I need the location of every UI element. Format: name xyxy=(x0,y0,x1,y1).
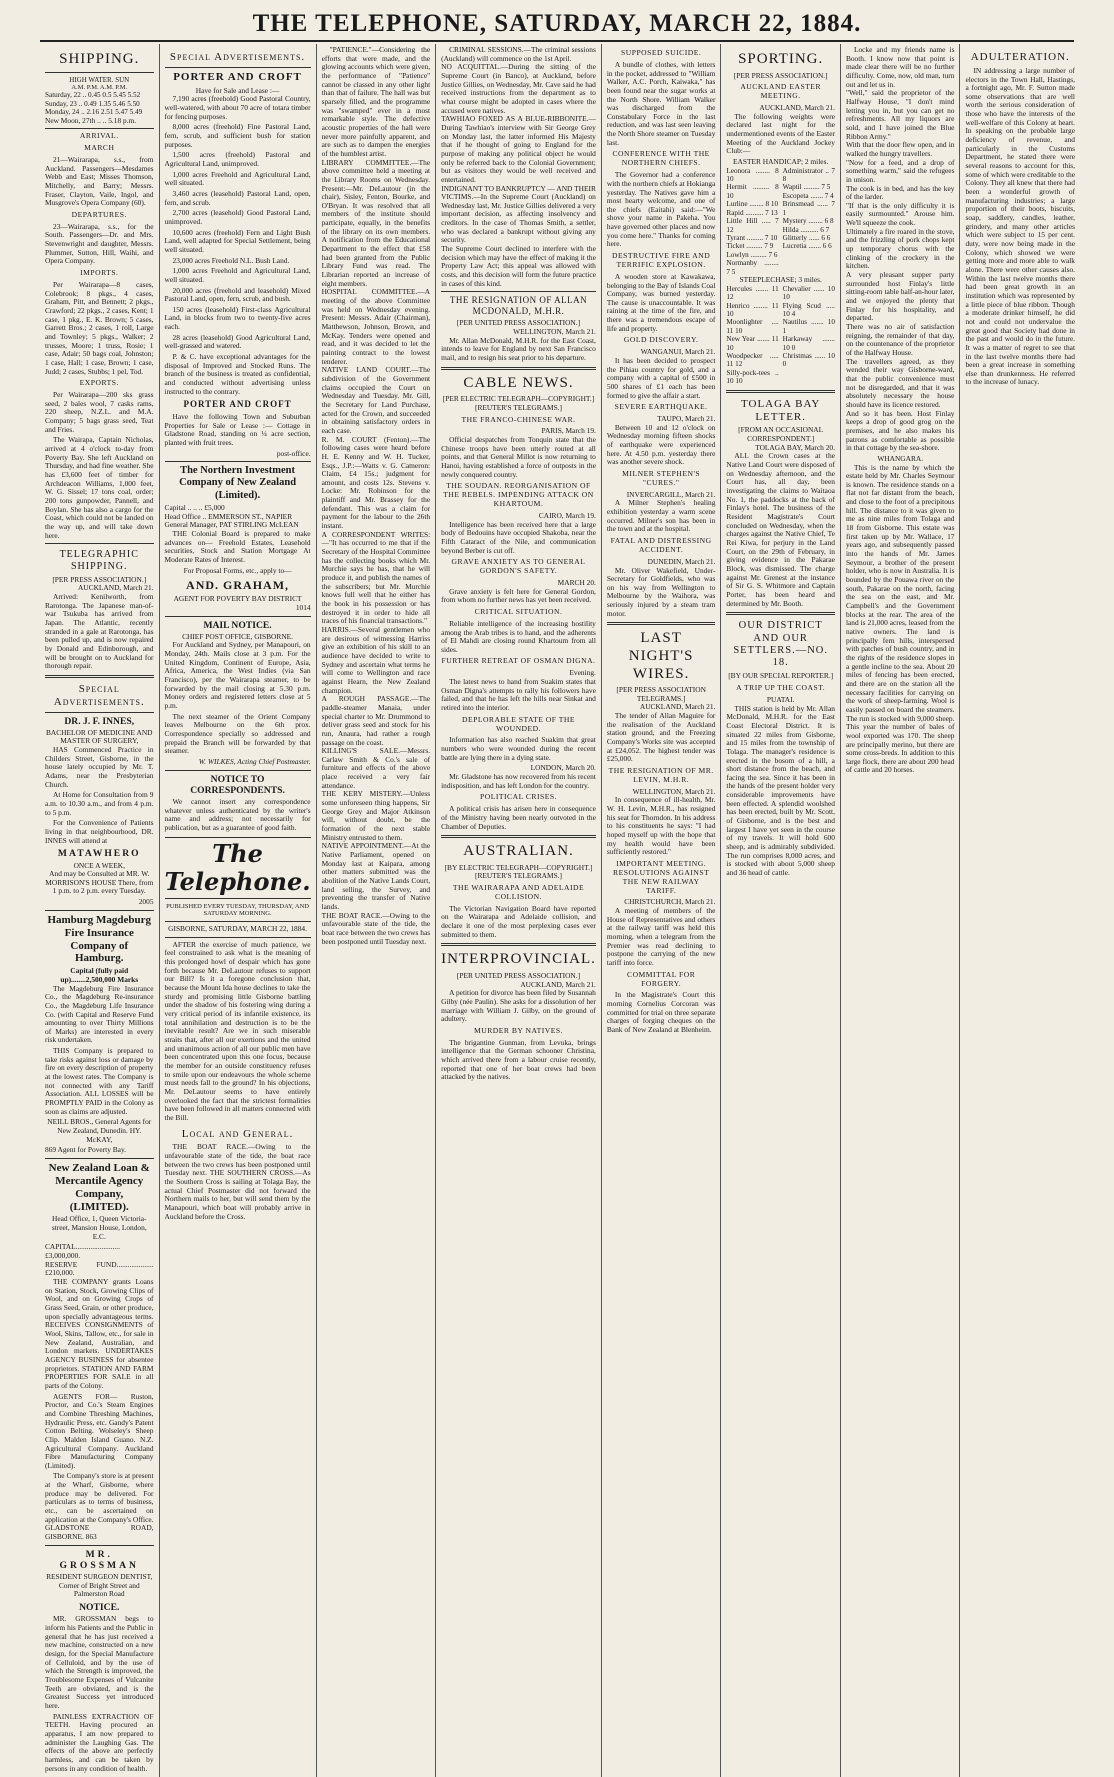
tides-heading: HIGH WATER. SUN xyxy=(69,75,130,84)
weight-row: Hilda .......... 6 7 xyxy=(782,225,830,234)
interprovincial-heading: INTERPROVINCIAL. xyxy=(441,951,596,968)
resignation-text: Mr. Allan McDonald, M.H.R. for the East Coast, intends to leave for England by next San Francisco mail, and to resign his seat prior to his departure. xyxy=(441,335,596,363)
column-5 xyxy=(602,44,722,1777)
column-3 xyxy=(317,44,437,1777)
weight-row: Tyrant ......... 7 10 xyxy=(726,233,778,242)
divider xyxy=(45,675,154,678)
property-item: 1,000 acres Freehold and Agricultural Land, well situated. xyxy=(164,266,311,284)
property-item: 3,460 acres (leasehold) Pastoral Land, open, fern, and scrub. xyxy=(164,188,311,207)
property-item: 1,500 acres (freehold) Pastoral and Agricultural Land, unimproved. xyxy=(164,150,311,168)
moon-phase: New Moon, 27th .. .. 5.18 p.m. xyxy=(45,115,137,125)
porter-croft-sub: Have for Sale and Lease :— xyxy=(195,85,280,95)
political-heading: POLITICAL CRISES. xyxy=(480,792,557,802)
column-4 xyxy=(436,44,602,1777)
matawhero: MATAWHERO xyxy=(57,848,141,860)
grossman-notice: NOTICE. xyxy=(79,1602,120,1614)
tides-table xyxy=(45,91,154,116)
graham-sub: AGENT FOR POVERTY BAY DISTRICT xyxy=(173,594,302,604)
meeting-text: A meeting of members of the House of Representatives and others at the railway tariff was held this morning, when a telegram from the Premier was read declining to postpone the carrying of the new tariff into force. xyxy=(606,906,716,968)
suicide-text: A bundle of clothes, with letters in the pocket, addressed to "William Walker, A.C. Porch, Kaiwaka," has been found near the sugar works at the North Shore. William Walker was discharged from the Constabulary Force in the last reduction, and was last seen leaving the North Shore steamer on Tuesday last. xyxy=(606,59,716,147)
franco-text: Official despatches from Tonquin state that the Chinese troops have been utterly routed at all points, and that General Millot is now returning to Hanoi, having established a force of outposts in the newly conquered country. xyxy=(441,435,596,479)
divider xyxy=(165,616,311,617)
northern-investment: The Northern Investment Company of New Zealand (Limited). xyxy=(179,465,297,501)
trip-sub: PUATAI. xyxy=(766,694,795,704)
doctor-patients: For the Convenience of Patients living in that neighbourhood, DR. INNES will attend at xyxy=(45,818,154,845)
telegraphic-heading: TELEGRAPHIC SHIPPING. xyxy=(59,549,139,572)
property-item: 2,700 acres (leasehold) Good Pastoral Land, unimproved. xyxy=(164,208,311,226)
conference-text: The Governor had a conference with the northern chiefs at Hokianga yesterday. The Natives gave him a most hearty welcome, and one of the chiefs (Eaitahi) said:—"We shove your name in Pakeha. You have governed other places and now you come here." Thanks for coming here. xyxy=(606,170,716,249)
column-6 xyxy=(721,44,841,1777)
edition-date: GISBORNE, SATURDAY, MARCH 22, 1884. xyxy=(168,924,307,934)
trip-heading: A TRIP UP THE COAST. xyxy=(736,683,826,693)
property-item: 20,000 acres (freehold and leasehold) Mixed Pastoral Land, open, fern, scrub, and bush. xyxy=(164,285,311,304)
property-item: 28 acres (leasehold) Good Agricultural Land, well-grassed and watered. xyxy=(164,332,311,351)
local-general-text: THE BOAT RACE.—Owing to the unfavourable state of the tide, the boat race between the two crews has been postponed until Tuesday next. THE SOUTHERN CROSS.—As the Southern Cross is sailing at Tolaga Bay, the actual Chief Postmaster did not forward the Northern mails to her, but will send them by the Manapouri, which boat will probably arrive in Auckland before the Cross. xyxy=(164,1142,311,1221)
imports-heading: IMPORTS. xyxy=(80,268,119,278)
weight-row: Lowlyn ......... 7 6 xyxy=(726,250,778,259)
mail-notice: MAIL NOTICE. xyxy=(203,619,272,631)
fatal-text: Mr. Oliver Wakefield, Under-Secretary for Goldfields, who was on his way from Wellington to Melbourne by the Waihora, was seriously injured by a steam tram motor. xyxy=(606,565,716,618)
divider xyxy=(165,937,311,938)
gordon-text: Grave anxiety is felt here for General Gordon, from whom no further news has yet been received. xyxy=(441,586,596,605)
australian-heading: AUSTRALIAN. xyxy=(463,843,574,860)
trip-text: THIS station is held by Mr. Allan McDonald, M.H.R. for the East Coast Electoral District. It is situated 22 miles from Gisborne, and 15 miles from the township of Tolaga. The manager's residence is erected in the bosom of a hill, a short distance from the beach, and facing the sea. Since it has been in the hands of the present holder very considerable improvements have been effected. A splendid woolshed has been erected, built by Mr. Scott, of Gisborne, and is the best and largest I have yet seen in the course of my travels. It will hold 600 sheep, and is admirably subdivided. The run comprises 8,000 acres, and is stocked with about 5,000 sheep and 36 head of cattle. xyxy=(726,703,835,878)
weight-row: Harkaway ....... 10 0 xyxy=(782,335,835,352)
nzloan-agents: AGENTS FOR— Ruston, Proctor, and Co.'s Steam Engines and Combine Threshing Machines, Hydraulic Press, etc. Gandy's Patent Cotton Belting. Wolseley's Sheep Clip. Malden Island Guano. N.Z. Agricultural Company. Auckland Fibre Manufacturing Company (Limited). xyxy=(45,1391,154,1470)
property-item: 1,000 acres Freehold and Agricultural Land, well situated. xyxy=(164,169,311,188)
tides-columns: A.M. P.M. A.M. P.M. xyxy=(71,83,128,91)
steeple-right xyxy=(783,285,835,386)
soudan-text: Intelligence has been received here that a large body of Bedouins have occupied Shakoba, near the Fifth Cataract of the Nile, and communication beyond Berber is cut off. xyxy=(441,519,596,555)
departures-text: 23—Wairarapa, s.s., for the South. Passengers—Dr. and Mrs. Stevenwright and daughter, Messrs. Plummer, Sutton, Hill, Waihi, and Opera Company. xyxy=(45,221,154,266)
press-association: [PER PRESS ASSOCIATION.] xyxy=(52,574,147,584)
suicide-heading: SUPPOSED SUICIDE. xyxy=(621,48,702,57)
property-item: 150 acres (leasehold) First-class Agricultural Land, in blocks from two to twenty-five acres each. xyxy=(164,304,311,332)
column-2 xyxy=(160,44,317,1777)
tolaga-assoc: [FROM AN OCCASIONAL CORRESPONDENT.] xyxy=(738,425,824,444)
weight-row: Christmas ...... 10 0 xyxy=(782,352,835,369)
divider xyxy=(45,910,154,911)
weight-row: Waptil ......... 7 5 xyxy=(782,183,831,192)
divider xyxy=(45,543,154,544)
nzloan-text: THE COMPANY grants Loans on Station, Stock, Growing Clips of Wool, and on Growing Crops of Grass Seed, Grain, or other produce, upon specially advantageous terms. RECEIVES CONSIGNMENTS of Wool, Skins, Tallow, etc., for sale in New Zealand, Australian, and London markets. UNDERTAKES AGENCY BUSINESS for absentee proprietors. STATION AND FARM PROPERTIES FOR SALE in all parts of the Colony. xyxy=(45,1277,154,1390)
weight-row: Nautilus ....... 10 1 xyxy=(782,318,835,335)
tolaga-heading: TOLAGA BAY LETTER. xyxy=(740,397,821,423)
explosion-text: A wooden store at Kawakawa, belonging to the Bay of Islands Coal Company, was burned yesterday. The cause is unaccountable. It was raining at the time of the fire, and there was a tremendous escape of life and property. xyxy=(606,271,716,333)
ad-number: 1014 xyxy=(295,602,311,612)
divider xyxy=(45,712,154,713)
critical-text: Reliable intelligence of the increasing hostility among the Arab tribes is to hand, and the adherents of El Mahdi are closing round Khartoum from all sides. xyxy=(441,618,596,654)
earthquake-text: Between 10 and 12 o'clock on Wednesday morning fifteen shocks of earthquake were experienced here. At 4.50 p.m. yesterday there was another severe shock. xyxy=(606,422,716,467)
doctor-text: HAS Commenced Practice in Childers Street, Gisborne, in the house lately occupied by Mr. T. Adams, near the Presbyterian Church. xyxy=(45,745,154,789)
aus-assoc: [BY ELECTRIC TELEGRAPH—COPYRIGHT.] [REUTER'S TELEGRAMS.] xyxy=(444,862,593,881)
weights-right xyxy=(783,167,835,276)
meeting-heading: IMPORTANT MEETING. RESOLUTIONS AGAINST THE NEW RAILWAY TARIFF. xyxy=(613,858,710,895)
wairarapa-heading: THE WAIRARAPA AND ADELAIDE COLLISION. xyxy=(452,883,585,901)
arrival-date: MARCH xyxy=(84,143,115,153)
hamburg-text: The Magdeburg Fire Insurance Co., the Magdeburg Re-insurance Co., the Magdeburg Life Insurance Co. (with Capital and Reserve Fund amounting to over Thirty Millions of Marks) are interested in every risk undertaken. xyxy=(45,983,154,1045)
wounded-heading: DEPLORABLE STATE OF THE WOUNDED. xyxy=(461,714,576,733)
divider xyxy=(45,1545,154,1546)
morrison-house: And may be Consulted at MR. W. MORRISON'S HOUSE There, from 1 p.m. to 2 p.m. every Tuesday. xyxy=(45,869,154,896)
sporting-heading: SPORTING. xyxy=(738,51,824,67)
inter-assoc: [PER UNITED PRESS ASSOCIATION.] xyxy=(456,970,581,980)
murder-heading: MURDER BY NATIVES. xyxy=(473,1025,564,1035)
wairarapa-note: The Wairapa, Captain Nicholas, arrived at 4 o'clock to-day from Poverty Bay. She left Auckland on Thursday, and had fine weather. She has £3,600 feet of timber for Archdeacon Williams, 1,000 feet, W. G. Sissel; 17 tons coal, order; 200 tons gunpowder, Pannell, and Boylan. She has also a cargo for the Coast, which could not be landed on the way up, and will take down here. xyxy=(45,435,154,540)
doctor-hours: At Home for Consultation from 9 a.m. to 10.30 a.m., and from 4 p.m. to 5 p.m. xyxy=(45,790,154,817)
weight-row: Normanby ........ 7 5 xyxy=(726,259,779,276)
weight-row: Ticket ......... 7 9 xyxy=(726,242,774,251)
arrival-text: 21—Wairarapa, s.s., from Auckland. Passengers—Mesdames Webb and East; Misses Thomson, Mitchelly, and Barry; Messrs. Fraser, Clayton, Vaile, Ingol, and Musgrove's Opera Company (60). xyxy=(45,155,154,208)
column-8 xyxy=(960,44,1080,1777)
nzloan-office: Head Office, 1, Queen Victoria-street, Mansion House, London, E.C. xyxy=(51,1214,147,1241)
dateline: MARCH 20. xyxy=(557,578,596,588)
divider xyxy=(726,390,835,393)
dateline: TOLAGA BAY, March 20. xyxy=(755,442,835,452)
political-text: A political crisis has arisen here in consequence of the Ministry having been nearly outvoted in the Chamber of Deputies. xyxy=(441,804,596,831)
ad-sub: post-office. xyxy=(276,448,311,458)
porter-croft-2: PORTER AND CROFT xyxy=(183,399,292,410)
conference-heading: CONFERENCE WITH THE NORTHERN CHIEFS. xyxy=(612,149,710,168)
divider xyxy=(441,367,596,370)
dateline: CAIRO, March 19. xyxy=(538,510,596,520)
departures-heading: DEPARTURES. xyxy=(71,209,127,219)
weight-row: Henrico ........ 11 10 xyxy=(726,301,779,318)
hamburg-capital: Capital (fully paid up)........2,500,000 Marks xyxy=(60,966,139,984)
grossman-title: MR. GROSSMAN xyxy=(59,1548,139,1571)
auckland-meeting-text: The following weights were declared last night for the undermentioned events of the Easter Meeting of the Auckland Jockey Club:— xyxy=(726,111,835,156)
mail-sub: CHIEF POST OFFICE, GISBORNE. xyxy=(182,631,294,641)
dateline: LONDON, March 20. xyxy=(530,763,596,773)
earthquake-heading: SEVERE EARTHQUAKE. xyxy=(614,402,708,412)
wairarapa-text: The Victorian Navigation Board have reported on the Wairarapa and Adelaide collision, and declare it one of the most perplexing cases ever submitted to them. xyxy=(441,903,596,939)
steeple-table xyxy=(726,285,835,386)
columns xyxy=(40,44,1080,1773)
milner-heading: MILNER STEPHEN'S "CURES." xyxy=(622,469,701,487)
masthead-rule xyxy=(40,40,1074,42)
weight-row: Woodpecker ..... 11 12 xyxy=(726,352,779,369)
weight-row: Flying Scud ..... 10 4 xyxy=(782,301,835,318)
milner-text: A Milner Stephen's healing exhibition yesterday a warm scene occurred. Milner's son has been in the town and at the hospital. xyxy=(606,498,716,534)
gordon-heading: GRAVE ANXIETY AS TO GENERAL GORDON'S SAFETY. xyxy=(451,557,586,576)
weight-row: Lurline ........ 8 10 xyxy=(726,200,779,209)
dateline: Evening. xyxy=(569,668,596,678)
weight-row: Glitterly ...... 6 6 xyxy=(782,233,831,242)
shipping-heading: SHIPPING. xyxy=(59,51,140,67)
forgery-heading: COMMITTAL FOR FORGERY. xyxy=(627,969,696,988)
london-text: Mr. Gladstone has now recovered from his recent indisposition, and has left London for the country. xyxy=(441,772,596,790)
doctor-title: BACHELOR OF MEDICINE AND MASTER OF SURGERY, xyxy=(45,727,153,746)
dateline: DUNEDIN, March 21. xyxy=(647,556,716,566)
nzloan-reserve: RESERVE FUND....................£210,000. xyxy=(45,1259,154,1278)
arrival-heading: ARRIVAL. xyxy=(79,131,119,141)
divider xyxy=(165,67,311,68)
weight-row: Hercules ....... 11 12 xyxy=(726,284,779,302)
weight-row: Hermit ......... 8 10 xyxy=(726,183,779,200)
divider xyxy=(165,461,311,462)
grossman-notice-text: MR. GROSSMAN begs to inform his Patients and the Public in general that he has just received a new machine, constructed on a new design, for the Special Manufacture of Celluloid, and by the use of which the Strength is improved, the Troublesome Expenses of Vulcanite Teeth are obviated, and is the Greatest Success yet introduced here. xyxy=(45,1614,154,1710)
proposal-forms: For Proposal Forms, etc., apply to— xyxy=(183,565,292,575)
graham-name: AND. GRAHAM, xyxy=(186,578,290,593)
northern-manager: General Manager, PAT STIRLING McLEAN xyxy=(164,520,299,530)
court-news: CRIMINAL SESSIONS.—The criminal sessions (Auckland) will commence on the 1st April. NO ACQUITTAL.—During the sitting of the Supreme Court (in Banco), at Auckland, before Justice Gillies, on Wednesday, Mr. Cave said he had received instructions from the department as to what course might be adopted in cases where the accused were natives. TAWHIAO FOXED AS A BLUE-RIBBONITE.—During Tawhiao's interview with Sir George Grey on Monday last, the latter informed His Majesty that if he thought of going to England for the purpose of making any political object he would only be referred back to the Colonial Government; but as visitors they would be well received and entertained. INDIGNANT TO BANKRUPTCY — AND THEIR VICTIMS.—In the Supreme Court (Auckland) on Wednesday last, Mr. Justice Gillies delivered a very important decision, as affecting insolvency and creditors. In the case of Thomas Smith, a settler, who was declared a bankrupt without giving any security. The Supreme Court declined to interfere with the decision which may have the effect of making it the Property Law Act; this appeal was allowed with costs, and this decision will form the future practice in cases of this kind. xyxy=(441,45,596,288)
resignation-heading: THE RESIGNATION OF ALLAN MCDONALD, M.H.R. xyxy=(449,295,588,316)
neill-bros: NEILL BROS., General Agents for New Zealand, Dunedin. HY. McKAY, xyxy=(47,1117,152,1144)
grossman-sub: RESIDENT SURGEON DENTIST, Corner of Bright Street and Palmerston Road xyxy=(46,1572,153,1599)
weight-row: Mystery ........ 6 8 xyxy=(782,217,834,226)
cable-assoc: [PER ELECTRIC TELEGRAPH—COPYRIGHT.] [REUTER'S TELEGRAMS.] xyxy=(442,394,595,412)
tide-row: Monday, 24 .. 2.16 2.51 5.47 5.49 xyxy=(45,108,143,117)
dateline: WANGANUI, March 21. xyxy=(640,347,716,357)
retreat-heading: FURTHER RETREAT OF OSMAN DIGNA. xyxy=(441,656,596,666)
halfway-house-text: Locke and my friends name is Booth. I know now that point is made clear there will be no further difficulty. Come, now, old man, turn out and let us in. "Well," said the proprietor of the Halfway House, "I don't mind letting you in, but you can get no refreshments. All my liquors are sold, and I have joined the Blue Ribbon Army." With that the door flew open, and in walked the hungry travellers. "Now for a feed, and a drop of something warm," said the refugees in unison. The cook is in bed, and has the key of the larder. "If that is the only difficulty it is easily surmounted." Arouse him. We'll squeeze the cook. Ultimately a fire roared in the stove, and the frizzling of pork chops kept up temporary chorus with the clinking of the crockery in the kitchen. A very pleasant supper party surrounded host Finlay's little sitting-room table half-an-hour later, and we enjoyed the plenty that Finlay for his hospitality, and departed. There was no air of satisfaction reigning, the remainder of that day, on the countenance of the proprietor of the Halfway House. The travellers agreed, as they wended their way Gisborne-ward, that the public convenience must not be disregarded, and that it was absolutely necessary the house should have its licence restored. And so it has been. Host Finlay keeps a drop of good grog on the premises, and he also makes his patrons as comfortable as possible in that cottage by the sea-shore. xyxy=(845,45,955,453)
weight-row: Administrator .. 7 8 xyxy=(782,166,835,183)
divider xyxy=(441,291,596,292)
painless-extraction: PAINLESS EXTRACTION OF TEETH. Having procured an apparatus, I am now prepared to administer the Laughing Gas. The effects of the above are perfectly harmless, and can be taken by persons in any condition of health. xyxy=(45,1711,154,1773)
explosion-heading: DESTRUCTIVE FIRE AND TERRIFIC EXPLOSION. xyxy=(612,251,711,269)
property-item: 8,000 acres (freehold) Fine Pastoral Land, fern, scrub, and sufficient bush for station purposes. xyxy=(164,122,311,149)
gold-text: It has been decided to prospect the Pihiau country for gold, and a company with a capital of £500 in 500 shares of £1 each has been formed to give the affair a start. xyxy=(606,355,716,400)
divider xyxy=(45,128,154,129)
easter-handicap: EASTER HANDICAP; 2 miles. xyxy=(733,156,829,166)
inter-text: A petition for divorce has been filed by Susannah Gilby (née Paulin). She asks for a dissolution of her marriage with William J. Gilby, on the ground of adultery. xyxy=(441,988,596,1024)
exports-heading: EXPORTS. xyxy=(79,378,119,388)
divider xyxy=(45,72,154,73)
weights-table xyxy=(726,167,835,276)
weight-row: Silly-pock-tees .. 10 10 xyxy=(726,368,779,386)
divider xyxy=(607,622,716,625)
colonial-board: THE Colonial Board is prepared to make advances on— Freehold Estates, Leasehold securities, Stock and Station Mortgage At Moderate Rates of Interest. xyxy=(164,528,311,564)
imports-text: Per Wairarapa—8 cases, Colebrook; 8 pkgs., 4 cases, Graham, Pitt, and Bennett; 2 pkgs., Crawford; 22 pkgs., 2 cases, Kent; 1 case, 1 pkg., E. K. Brown; 5 cases, Garrett Bros.; 2 cases, 1 roll, Large and Townley; 5 pkgs., Walker; 2 trusses, Moore; 1 truss, Rosie; 1 case, Adair; 50 bags coal, Johnston; 1 case, Hall; 1 case, Brown; 1 case, Judd; 2 cases, Stubbs; 1 pel, Tod. xyxy=(45,279,154,376)
nzloan-capital: CAPITAL........................£3,000,000. xyxy=(45,1242,120,1261)
northern-head-office: Head Office .. EMMERSON ST., NAPIER xyxy=(164,511,293,521)
weight-row: Escopeta ....... 7 4 xyxy=(782,191,834,200)
column-7 xyxy=(841,44,961,1777)
weight-row: Lucretia ....... 6 6 xyxy=(782,242,832,251)
divider xyxy=(441,943,596,946)
pc-text: P. & C. have exceptional advantages for the disposal of Improved and Stocked Runs. The branch of the business is treated as confidential, and conducted without advertising unless instructed to the contrary. xyxy=(164,352,311,396)
press-association: [PER UNITED PRESS ASSOCIATION.] xyxy=(456,318,581,328)
nzloan-store: The Company's store is at present at the Wharf, Gisborne, where produce may be delivered. For particulars as to terms of business, etc., can be ascertained on application at the Company's Office. GLADSTONE ROAD, GISBORNE. 863 xyxy=(45,1471,154,1542)
whangara-heading: WHANGARA. xyxy=(877,453,924,463)
wires-assoc: [PER PRESS ASSOCIATION TELEGRAMS.] xyxy=(616,685,706,703)
adulteration-text: IN addressing a large number of electors in the Town Hall, Hastings, a fortnight ago, Mr. F. Sutton made some observations that are well worth the serious consideration of those who have the interests of the well-welfare of this Colony at heart. In speaking on the probable large deficiency of revenue, and particularly in the Customs Department, he stated there were several reasons to account for this, some of which were creditable to the Colony. They all knew that there had been a wonderful growth of manufacturing industries; a large proportion of their boots, biscuits, soap, saddlery, candles, leather, grindery, and many other articles which were subject to 15 per cent. duty, were now being made in the Colony, which showed we were getting more and more able to walk alone. There were other causes also. Within the last twelve months there had been great growth in an institution which was represented by a little piece of blue ribbon. Though a moderate drinker himself, he did not and could not undervalue the great good that Society had done in the past and would do in the future. It was a matter of regret to see that in the last twelve months there had been a great increase in something else than drunkenness. He referred to the increase of lunacy. xyxy=(965,65,1075,387)
auckland-meeting-heading: AUCKLAND EASTER MEETING. xyxy=(740,82,822,101)
steeplechase: STEEPLECHASE; 3 miles. xyxy=(739,275,822,285)
porter-croft-2-text: Have the following Town and Suburban Properties for Sale or Lease :— Cottage in Gladstone Road, standing on ¼ acre section, planted with fruit trees. xyxy=(164,411,311,447)
critical-heading: CRITICAL SITUATION. xyxy=(474,606,563,616)
doctor-name: DR. J. F. INNES, xyxy=(64,715,135,727)
property-item: 23,000 acres Freehold N.L. Bush Land. xyxy=(172,255,290,265)
porter-croft-title: PORTER AND CROFT xyxy=(173,70,302,83)
hamburg-title: Hamburg Magdeburg Fire Insurance Company of Hamburg. xyxy=(47,913,152,965)
divider xyxy=(165,770,311,771)
editorial: AFTER the exercise of much patience, we feel constrained to ask what is the meaning of this prolonged howl of despair which has gone forth because Mr. DeLautour refuses to support our Bill? Is it a foregone conclusion that, because the Mount Ida house declines to take the sturdy and promising little Gisborne battling under the shadow of his fostering wing during a very critical period of its infantile existence, its total annihilation and destruction is to be the inevitable result? Are we in such miserable straits that, after all our exertions and the united and unanimous action of all our public men have been concentrated upon this one focus, because the member for an outside constituency refuses to smile upon our endeavours the whole scheme must needs fall to the ground? In his objections, Mr. DeLautour seems to have entirely overlooked the fact that the strictest formalities have been followed in all matters connected with the Bill. xyxy=(164,939,311,1122)
hamburg-text-2: THIS Company is prepared to take risks against loss or damage by fire on every description of property at the lowest rates. The Company is not connected with any Tariff Association. ALL LOSSES will be PROMPTLY PAID in the Colony as soon as claims are adjusted. xyxy=(45,1046,154,1116)
dateline: TAUPO, March 21. xyxy=(657,414,716,424)
weight-row: Little Hill ..... 7 12 xyxy=(726,217,779,234)
gold-heading: GOLD DISCOVERY. xyxy=(623,335,699,345)
ad-number: 2005 xyxy=(138,897,154,907)
notice-correspondents-text: We cannot insert any correspondence whatever unless authenticated by the writer's name and address; not necessarily for publication, but as a guarantee of good faith. xyxy=(164,797,311,833)
publish-note: PUBLISHED EVERY TUESDAY, THURSDAY, AND SATURDAY MORNING. xyxy=(166,902,310,918)
dateline: CHRISTCHURCH, March 21. xyxy=(624,897,716,907)
settlers-heading: OUR DISTRICT AND OUR SETTLERS.—NO. 18. xyxy=(733,620,828,669)
dateline: WELLINGTON, March 21. xyxy=(632,786,716,796)
retreat-text: The latest news to hand from Suakim states that Osman Digna's attempts to rally his followers have failed, and that he has left the hills near Sinkat and retired into the interior. xyxy=(441,677,596,712)
forgery-text: In the Magistrate's Court this morning Cornelius Corcoran was committed for trial on three separate charges of forging cheques on the Bank of New Zealand at Blenheim. xyxy=(606,990,716,1035)
property-item: 10,600 acres (freehold) Fern and Light Bush Land, well adapted for Special Settlement, being well situated. xyxy=(164,227,311,254)
dateline: AUCKLAND, March 21. xyxy=(77,583,154,593)
divider xyxy=(45,1158,154,1159)
dateline: PARIS, March 19. xyxy=(541,426,596,436)
cable-news-heading: CABLE NEWS. xyxy=(463,374,574,391)
weight-row: Rapid .......... 7 13 xyxy=(726,208,778,217)
tide-row: Sunday, 23 .. 0.49 1.35 5.46 5.50 xyxy=(45,99,140,108)
weight-row: New Year ....... 11 10 xyxy=(726,335,779,352)
local-news-text: "PATIENCE."—Considering the efforts that were made, and the glowing accounts which were given, the performance of "Patience" cannot be classed in any other light than that of failure. The hall was but sparsely filled, and the programme was "swamped" ever in a most remarkable style. The defective acoustic properties of the hall were never more painfully apparent, and are such as to dampen the energies of the humblest artist. LIBRARY COMMITTEE.—The above committee held a meeting at the Library Rooms on Wednesday. Present:—Mr. DeLautour (in the chair), Sisley, Fenton, Bourke, and O'Bryan. It was resolved that all members of the institute should participate, equally, in the benefits of the library on its own members. A notification from the Educational Department to the effect that £58 had been granted from the Public Library Fund was read. The Librarian reported an increase of eight members. HOSPITAL COMMITTEE.—A meeting of the above Committee was held on Wednesday evening. Present: Messrs. Adair (Chairman), Matthewson, Johnson, Brown, and McKay. Tenders were opened and read, and it was decided to let the painting contract to the lowest tenderer. NATIVE LAND COURT.—The subdivision of the Government claims occupied the Court on Wednesday and Tuesday. Mr. Gill, the Secretary for Land Purchase, acted for the Crown, and succeeded in obtaining satisfactory orders in each case. R. M. COURT (Fenton).—The following cases were heard before H. E. Kenny and W. H. Tucker, Esqs., J.P.:—Watts v. G. Cameron: Claim, £4 15s.; judgment for amount, and costs 12s. Stevens v. Locke: Mr. Robinson for the plaintiff and Mr. Brassey for the defendant. This was a claim for payment for the labour to the 26th instant. A CORRESPONDENT WRITES:—"It has occurred to me that if the Secretary of the Hospital Committee has the collecting books which Mr. Murchie says he has, that he will produce it, and publish the names of the subscribers; but Mr. Murchie knows full well that he either has the book in his possession or has destroyed it in order to hide all traces of his financial transactions." HARRIS.—Several gentlemen who are desirous of witnessing Harriss give an exhibition of his skill to an audience have decided to write to Sydney and ascertain what terms he will come to Wellington and race against Hearn, the New Zealand champion. A ROUGH PASSAGE.—The paddle-steamer Manaia, under special charter to Mr. Drummond to deliver grass seed and stock for his run, Anaura, had rather a rough passage on the coast. KILLING'S SALE.—Messrs. Carlaw Smith & Co.'s sale of furniture and effects of the above place received a very fair attendance. THE KERY MISTERY.—Unless some unforeseen thing happens, Sir George Grey and Major Atkinson will, without doubt, be the formation of the next stable Ministry entrusted to them. NATIVE APPOINTMENT.—At the Native Parliament, opened on Monday last at Kaipara, among other matters submitted was the abolition of the Native Lands Court, land selling, the Survey, and preventing the transfer of Native lands. THE BOAT RACE.—Owing to the unfavourable state of the tide, the boat race between the two crews has been postponed until Tuesday next. xyxy=(321,45,431,946)
dateline: INVERCARGILL, March 21. xyxy=(626,489,716,499)
mail-text: For Auckland and Sydney, per Manapouri, on Monday, 24th. Mails close at 3 p.m. For the United Kingdom, Continent of Europe, Asia, Africa, America, the West Indies (via San Francisco), per the Wairarapa steamer, to be forwarded by the mail closing at 5.30 p.m. Money orders and registered letters close at 5 p.m. xyxy=(164,640,311,711)
murder-text: The brigantine Gunman, from Levuka, brings intelligence that the German schooner Christina, which arrived there from a labour cruise recently, reported that one of her boat crews had been attacked by the natives. xyxy=(441,1037,596,1082)
wounded-text: Information has also reached Suakim that great numbers who were wounded during the recent battle are lying there in a dying state. xyxy=(441,735,596,762)
masthead: THE TELEPHONE, SATURDAY, MARCH 22, 1884. xyxy=(252,10,862,37)
dateline: WELLINGTON, March 21. xyxy=(513,327,596,337)
dateline: AUCKLAND, March 21. xyxy=(639,702,716,712)
telegraphic-text: Arrived: Kenilworth, from Rarotonga. The Japanese man-of-war Tsukuba has arrived from Japan. The Atlantic, recently stranded in a gale at Rarotonga, has been pulled up, and is now repaired by Donald and Edinborough, and will be brought on to Auckland for thorough repair. xyxy=(45,591,154,671)
settlers-assoc: [BY OUR SPECIAL REPORTER.] xyxy=(728,671,834,681)
property-item: 7,190 acres (freehold) Good Pastoral Country, well-watered, with about 70 acre of totara timber for fencing purposes. xyxy=(164,94,311,121)
special-ads-heading: Special Advertisements. xyxy=(169,51,306,63)
sport-assoc: [PER PRESS ASSOCIATION.] xyxy=(733,70,828,80)
wires-heading: LAST NIGHT'S WIRES. xyxy=(628,630,694,682)
weight-row: Chevalier ...... 10 10 xyxy=(782,284,835,302)
divider xyxy=(726,612,835,615)
newspaper-title: The Telephone. xyxy=(165,837,311,899)
nzloan-title: New Zealand Loan & Mercantile Agency Company, (LIMITED). xyxy=(48,1162,150,1213)
local-general-heading: Local and General. xyxy=(181,1127,294,1140)
wires-text: The tender of Allan Maguire for the realisation of the Auckland station ground, and the Freezing Company's Works site was accepted at £24,052. The highest tender was £25,000. xyxy=(606,711,716,764)
weight-row: Moonlighter .... 11 10 xyxy=(726,318,779,335)
levin-text: In consequence of ill-health, Mr. W. H. Levin, M.H.R., has resigned his seat for Thorndon. In his address to his constituents he says: "I had hoped myself up with the hope that my health would have been sufficiently restored." xyxy=(606,795,716,857)
franco-heading: THE FRANCO-CHINESE WAR. xyxy=(461,414,576,424)
tolaga-text: ALL the Crown cases at the Native Land Court were disposed of on Wednesday afternoon, and the Court has, all day, been investigating the claims to Waitaoa No. 1, the paddocks at the back of Finlay's hotel. The business of the Resident Magistrate's Court concluded on Wednesday, when the charges against the Native Chief, Te Rei Kiwa, for perjury in the Land Court, on the 29th of February, in giving evidence in the Pakarae Block, was dismissed. The charge against Mr. Grenest at the instance of Sir G. S. Whitmore and Captain Porter, has been heard and determined by Mr. Booth. xyxy=(726,451,835,608)
adulteration-heading: ADULTERATION. xyxy=(970,51,1070,63)
special-ads-heading: Special Advertisements. xyxy=(53,682,145,708)
divider xyxy=(165,921,311,922)
fatal-heading: FATAL AND DISTRESSING ACCIDENT. xyxy=(610,536,712,554)
column-1 xyxy=(40,44,160,1777)
whangara-text: This is the name by which the estate held by Mr. Charles Seymour is known. The residence stands on a flat not far distant from the beach, and close to the foot of a precipitous hill. The distance to it was given to me as nine miles from Tolaga and 18 from Gisborne. This estate was first taken up by Mr. Wallace, 17 years ago, and subsequently passed into the hands of Mr. James Seymour, a brother of the present holder, who is now in Australia. It is bounded by the Pouawa river on the south, Pakarae on the north, facing the sea on the east, and Mr. Campbell's and the Government blocks at the rear. The area of the land is 21,000 acres, leased from the native owners. The land is principally fern hills, interspersed with patches of bush country, and in the rights of the residence slopes in a gentle incline to the sea. About 20 miles of fencing has been erected, and there are on the station all the necessary facilities for carrying on the work of sheep-farming. Wool is easily passed on board the steamers. The run is stocked with 9,000 sheep. This year the number of bales of wool exported was 170. The sheep are principally merino, but there are some cross-breds. In addition to this large flock, there are about 200 head of cattle and 20 horses. xyxy=(845,462,955,775)
notice-correspondents: NOTICE TO CORRESPONDENTS. xyxy=(190,773,285,796)
exports-text: Per Wairarapa—200 sks grass seed, 2 bales wool, 7 casks rams, 220 sheep, N.Z.L. and M.A. Company; 5 bags grass seed, Teat and Fries. xyxy=(45,390,154,434)
soudan-heading: THE SOUDAN. REORGANISATION OF THE REBELS. IMPENDING ATTACK ON KHARTOUM. xyxy=(443,481,594,509)
weights-left xyxy=(726,167,778,276)
weight-row: Leonora ........ 8 10 xyxy=(726,166,779,183)
tide-row: Saturday, 22 .. 0.45 0.5 5.45 5.52 xyxy=(45,91,141,100)
northern-capital: Capital .. .. .. £5,000 xyxy=(164,503,225,513)
divider xyxy=(441,835,596,838)
mail-note: The next steamer of the Orient Company leaves Melbourne on the 6th prox. Correspondence specially so addressed and prepaid the Branch will be forwarded by that steamer. xyxy=(164,711,311,756)
dateline: AUCKLAND, March 21. xyxy=(520,979,596,989)
dateline: AUCKLAND, March 21. xyxy=(759,102,835,112)
mail-sign: W. WILKES, Acting Chief Postmaster. xyxy=(198,757,311,767)
once-week: ONCE A WEEK, xyxy=(73,860,125,870)
steeple-left xyxy=(726,285,778,386)
levin-heading: THE RESIGNATION OF MR. LEVIN, M.H.R. xyxy=(608,765,714,784)
neill-agent: 869 Agent for Poverty Bay. xyxy=(45,1145,127,1155)
weight-row: Brinsmead ...... 7 1 xyxy=(782,200,835,217)
